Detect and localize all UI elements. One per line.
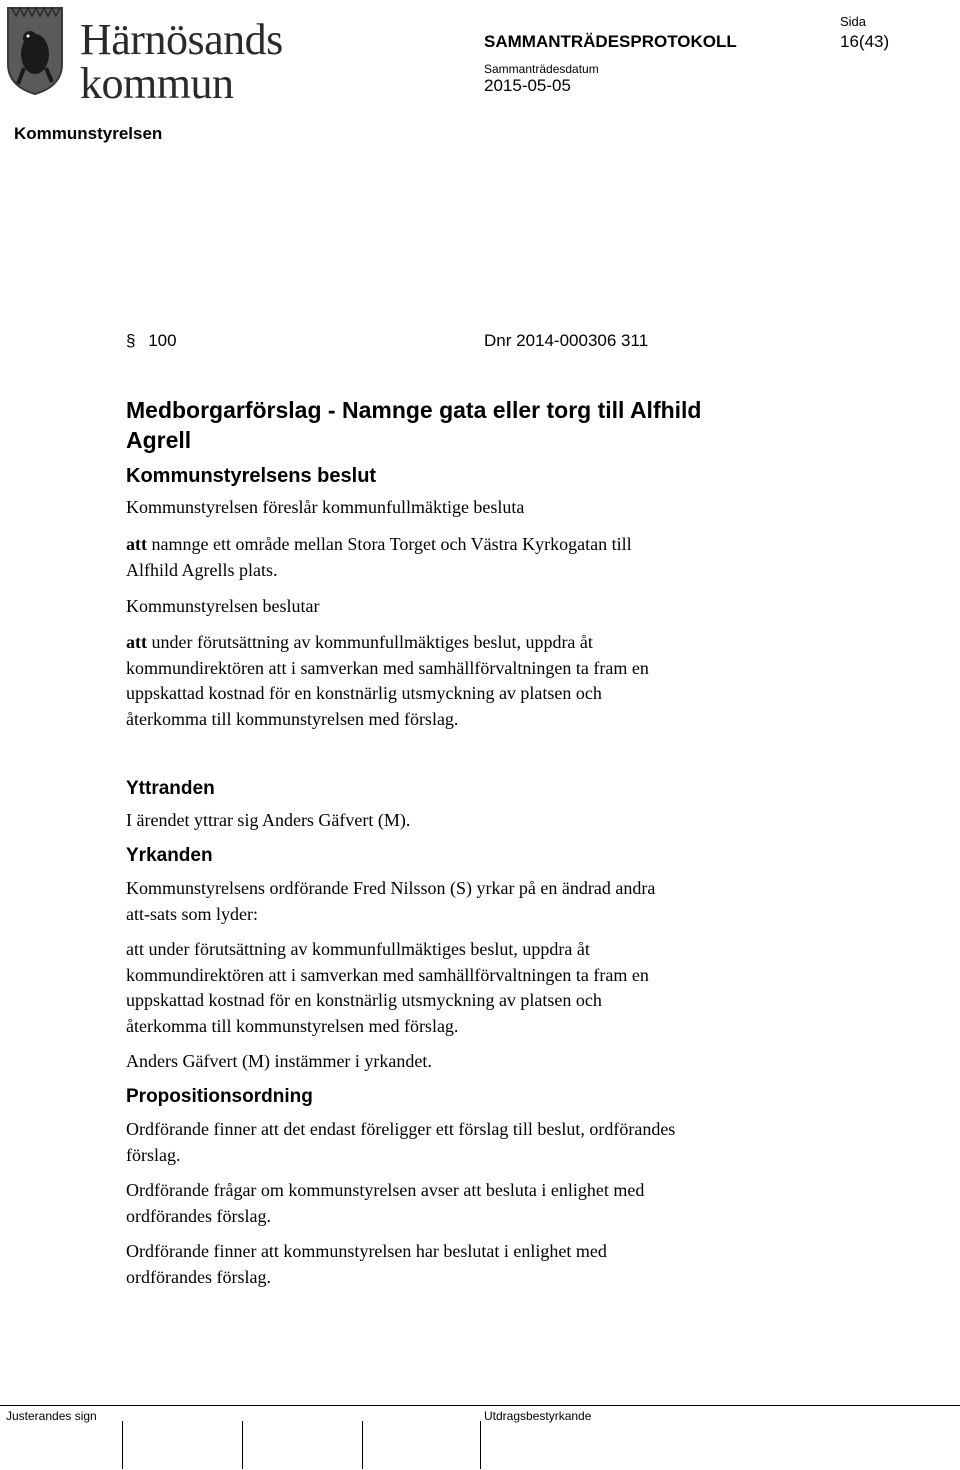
motions-p2 — [126, 937, 846, 1039]
case-title-line1: Medborgarförslag - Namnge gata eller torg till Alfhild — [126, 397, 702, 423]
att2-line2: kommundirektören att i samverkan med samhällförvaltningen ta fram en — [126, 657, 649, 678]
att2-line3: uppskattad kostnad för en konstnärlig utsmyckning av platsen och — [126, 683, 602, 703]
organ-name: Kommunstyrelsen — [14, 124, 163, 143]
decision-intro2: Kommunstyrelsen beslutar — [126, 596, 320, 616]
statements-text: I ärendet yttrar sig Anders Gäfvert (M). — [126, 810, 411, 830]
page-number: 16(43) — [840, 32, 890, 51]
signature-box-divider — [362, 1421, 363, 1469]
proposition-p1-line2: förslag. — [126, 1144, 181, 1165]
wordmark-line1: Härnösands — [80, 15, 283, 64]
proposition-p2-line2: ordförandes förslag. — [126, 1205, 271, 1226]
proposition-p2-line1: Ordförande frågar om kommunstyrelsen avser att besluta i enlighet med — [126, 1180, 645, 1200]
proposition-heading: Propositionsordning — [126, 1086, 313, 1107]
att2-line1: under förutsättning av kommunfullmäktiges beslut, uppdra åt — [147, 632, 593, 652]
motions-p2-line4: återkomma till kommunstyrelsen med förslag. — [126, 1015, 459, 1036]
proposition-p3-line1: Ordförande finner att kommunstyrelsen har beslutat i enlighet med — [126, 1241, 607, 1261]
signature-box-divider — [242, 1421, 243, 1469]
paragraph-ref — [126, 331, 177, 351]
page-label: Sida — [840, 14, 867, 29]
proposition-p1 — [126, 1117, 886, 1168]
footer-rule — [0, 1405, 960, 1406]
att-keyword: att — [126, 534, 147, 554]
motions-p2-line3: uppskattad kostnad för en konstnärlig utsmyckning av platsen och — [126, 990, 602, 1010]
motions-p3: Anders Gäfvert (M) instämmer i yrkandet. — [126, 1051, 432, 1071]
motions-p1 — [126, 876, 846, 927]
wordmark-line2: kommun — [80, 59, 234, 108]
att1-line2: Alfhild Agrells plats. — [126, 559, 278, 580]
att1-line1: namnge ett område mellan Stora Torget och Västra Kyrkogatan till — [147, 534, 632, 554]
certification-label: Utdragsbestyrkande — [484, 1409, 592, 1423]
case-title — [126, 395, 886, 455]
decision-intro: Kommunstyrelsen föreslår kommunfullmäktige besluta — [126, 497, 525, 517]
coat-of-arms-logo — [6, 6, 64, 96]
decision-heading: Kommunstyrelsens beslut — [126, 465, 377, 487]
motions-p1-line2: att-sats som lyder: — [126, 903, 258, 924]
signature-box-divider — [122, 1421, 123, 1469]
meeting-date-label: Sammanträdesdatum — [484, 62, 599, 76]
signature-box-divider — [480, 1421, 481, 1469]
motions-heading: Yrkanden — [126, 845, 213, 866]
proposition-p3 — [126, 1239, 846, 1290]
motions-p2-line1: att under förutsättning av kommunfullmäktiges beslut, uppdra åt — [126, 939, 590, 959]
motions-p1-line1: Kommunstyrelsens ordförande Fred Nilsson (S) yrkar på en ändrad andra — [126, 878, 656, 898]
att-keyword: att — [126, 632, 147, 652]
proposition-p2 — [126, 1178, 846, 1229]
meeting-date: 2015-05-05 — [484, 76, 571, 95]
paragraph-number: 100 — [148, 331, 177, 350]
decision-att1 — [126, 532, 846, 583]
signature-label: Justerandes sign — [6, 1409, 97, 1423]
motions-p2-line2: kommundirektören att i samverkan med samhällförvaltningen ta fram en — [126, 964, 649, 985]
paragraph-sign: § — [126, 331, 136, 350]
document-type: SAMMANTRÄDESPROTOKOLL — [484, 32, 737, 51]
proposition-p3-line2: ordförandes förslag. — [126, 1266, 271, 1287]
municipality-wordmark — [80, 15, 283, 108]
case-title-line2: Agrell — [126, 427, 192, 453]
decision-att2 — [126, 630, 846, 732]
att2-line4: återkomma till kommunstyrelsen med förslag. — [126, 708, 459, 729]
statements-heading: Yttranden — [126, 778, 215, 799]
diary-number: Dnr 2014-000306 311 — [484, 331, 649, 350]
proposition-p1-line1: Ordförande finner att det endast föreligger ett förslag till beslut, ordförandes — [126, 1119, 676, 1139]
